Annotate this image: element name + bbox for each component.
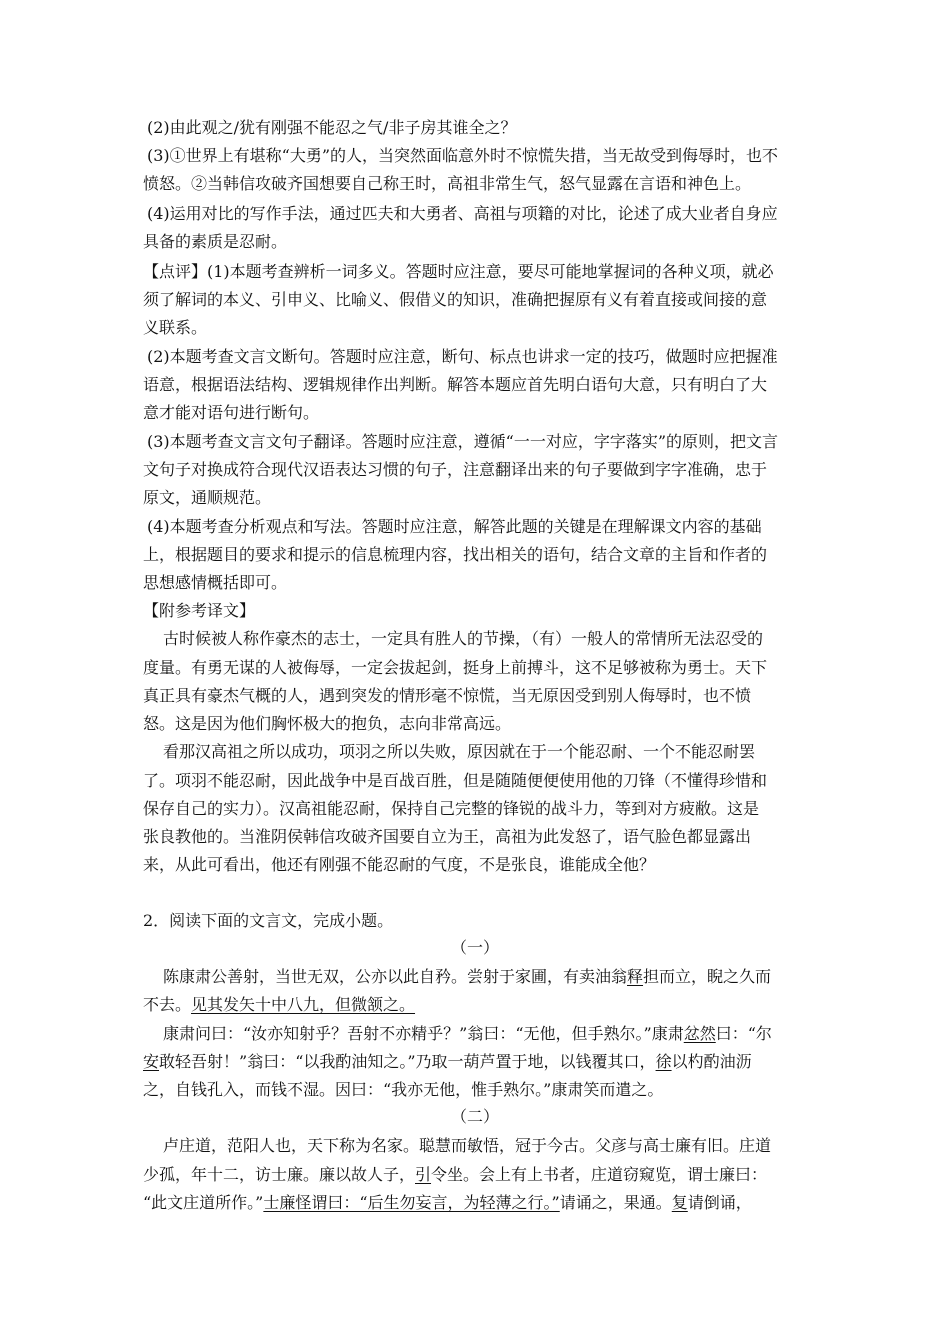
comment-3-line-2: 文句子对换成符合现代汉语表达习惯的句子，注意翻译出来的句子要做到字字准确，忠于 [143,460,768,479]
comment-3-line-3: 原文，通顺规范。 [143,488,272,507]
comment-2-line-1: (2)本题考查文言文断句。答题时应注意，断句、标点也讲求一定的技巧，做题时应把握准 [147,347,778,366]
comment-3-line-1: (3)本题考查文言文句子翻译。答题时应注意，遵循“一一对应，字字落实”的原则，把文言 [147,432,779,451]
answer-2-line: (2)由此观之/犹有刚强不能忍之气/非子房其谁全之？ [147,118,517,137]
underlined-word-fenran: 忿然 [683,1024,716,1043]
passage-2-line-2: 安敢轻吾射！”翁曰：“以我酌油知之。”乃取一葫芦置于地，以钱覆其口，徐以杓酌油沥 [143,1052,752,1071]
translation-p2-line-5: 来，从此可看出，他还有刚强不能忍耐的气度，不是张良，谁能成全他？ [143,855,656,874]
underlined-sentence-2: 士廉怪谓曰：“后生勿妄言，为轻薄之行。” [263,1193,560,1212]
translation-p2-line-1: 看那汉高祖之所以成功，项羽之所以失败，原因就在于一个能忍耐、一个不能忍耐罢 [163,742,756,761]
translation-heading: 【附参考译文】 [143,601,256,620]
comment-1-line-2: 须了解词的本义、引申义、比喻义、假借义的知识，准确把握原有义有着直接或间接的意 [143,290,768,309]
passage-3-line-2: 少孤，年十二，访士廉。廉以故人子，引令坐。会上有上书者，庄道窃窥览，谓士廉曰： [143,1165,768,1184]
passage-2-line-1: 康肃问曰：“汝亦知射乎？吾射不亦精乎？”翁曰：“无他，但手熟尔。”康肃忿然曰：“尔 [163,1024,772,1043]
comment-1-line-1: 【点评】(1)本题考查辨析一词多义。答题时应注意，要尽可能地掌握词的各种义项，就必 [143,262,774,281]
translation-p1-line-2: 度量。有勇无谋的人被侮辱，一定会拔起剑，挺身上前搏斗，这不足够被称为勇士。天下 [143,658,768,677]
translation-p2-line-3: 保存自己的实力）。汉高祖能忍耐，保持自己完整的锋锐的战斗力，等到对方疲敝。这是 [143,799,760,818]
underlined-word-shi: 释 [627,967,644,986]
translation-p2-line-2: 了。项羽不能忍耐，因此战争中是百战百胜，但是随随便便使用他的刀锋（不懂得珍惜和 [143,771,768,790]
translation-p1-line-4: 怒。这是因为他们胸怀极大的抱负，志向非常高远。 [143,714,512,733]
answer-4-line-1: (4)运用对比的写作手法，通过匹夫和大勇者、高祖与项籍的对比，论述了成大业者自身应 [147,204,778,223]
comment-2-line-3: 意才能对语句进行断句。 [143,403,320,422]
passage-3-line-3: “此文庄道所作。”士廉怪谓曰：“后生勿妄言，为轻薄之行。”请诵之，果通。复请倒诵， [143,1193,752,1212]
answer-4-line-2: 具备的素质是忍耐。 [143,232,288,251]
underlined-word-xu: 徐 [655,1052,672,1071]
answer-3-line-2: 愤怒。②当韩信攻破齐国想要自己称王时，高祖非常生气，怒气显露在言语和神色上。 [143,174,752,193]
passage-1-line-1: 陈康肃公善射，当世无双，公亦以此自矜。尝射于家圃，有卖油翁释担而立，睨之久而 [163,967,772,986]
translation-p1-line-3: 真正具有豪杰气概的人，遇到突发的情形毫不惊慌，当无原因受到别人侮辱时，也不愤 [143,686,752,705]
comment-4-line-1: (4)本题考查分析观点和写法。答题时应注意，解答此题的关键是在理解课文内容的基础 [147,517,762,536]
underlined-word-yin: 引 [415,1165,432,1184]
passage-2-line-3: 之，自钱孔入，而钱不湿。因曰：“我亦无他，惟手熟尔。”康肃笑而遣之。 [143,1080,664,1099]
underlined-word-fu: 复 [671,1193,688,1212]
passage-1-line-2: 不去。见其发矢十中八九，但微颔之。 [143,995,416,1014]
underlined-word-an: 安 [143,1052,160,1071]
question-2-prompt: 2．阅读下面的文言文，完成小题。 [143,911,394,930]
translation-p1-line-1: 古时候被人称作豪杰的志士，一定具有胜人的节操，（有）一般人的常情所无法忍受的 [163,629,764,648]
comment-4-line-2: 上，根据题目的要求和提示的信息梳理内容，找出相关的语句，结合文章的主旨和作者的 [143,545,768,564]
underlined-sentence: 见其发矢十中八九，但微颔之。 [191,995,416,1014]
comment-2-line-2: 语意，根据语法结构、逻辑规律作出判断。解答本题应首先明白语句大意，只有明白了大 [143,375,768,394]
translation-p2-line-4: 张良教他的。当淮阴侯韩信攻破齐国要自立为王，高祖为此发怒了，语气脸色都显露出 [143,827,752,846]
answer-3-line-1: (3)①世界上有堪称“大勇”的人，当突然面临意外时不惊慌失措，当无故受到侮辱时，也不 [147,146,779,165]
part-2-heading: （二） [450,1107,499,1126]
part-1-heading: （一） [450,938,499,957]
comment-4-line-3: 思想感情概括即可。 [143,573,288,592]
comment-1-line-3: 义联系。 [143,318,208,337]
passage-3-line-1: 卢庄道，范阳人也，天下称为名家。聪慧而敏悟，冠于今古。父彦与高士廉有旧。庄道 [163,1136,772,1155]
